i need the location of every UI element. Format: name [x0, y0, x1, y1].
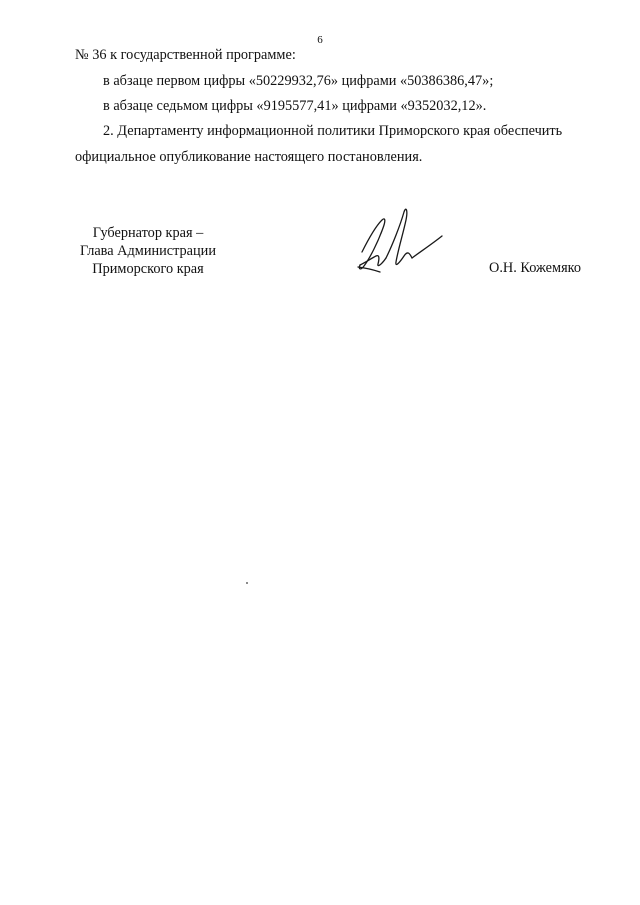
signatory-title-line-2: Глава Администрации [80, 243, 216, 259]
signer-name: О.Н. Кожемяко [489, 260, 582, 276]
body-line-3: в абзаце седьмом цифры «9195577,41» цифрами «9352032,12». [103, 98, 487, 114]
signatory-title-line-1: Губернатор края – [92, 225, 204, 241]
scan-speck [246, 582, 248, 584]
signatory-title-line-3: Приморского края [92, 261, 204, 277]
page-number: 6 [317, 34, 323, 46]
body-line-5: официальное опубликование настоящего постановления. [75, 149, 423, 165]
body-line-4: 2. Департаменту информационной политики Приморского края обеспечить [103, 123, 563, 139]
body-line-2: в абзаце первом цифры «50229932,76» цифрами «50386386,47»; [103, 73, 494, 89]
handwritten-signature [340, 200, 450, 280]
signatory-title [68, 224, 228, 278]
body-line-1: № 36 к государственной программе: [75, 47, 296, 63]
